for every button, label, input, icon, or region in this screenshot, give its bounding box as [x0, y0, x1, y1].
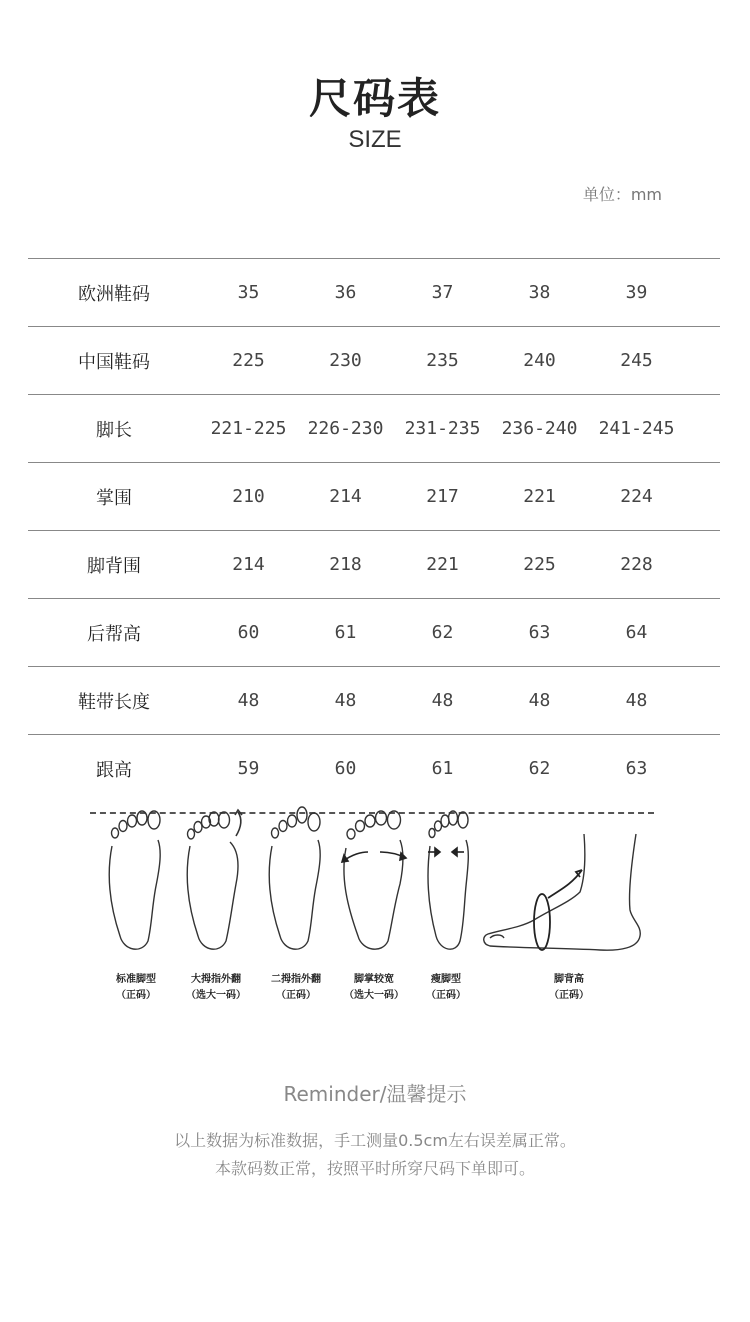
narrow-foot-icon — [420, 806, 476, 958]
row-label: 中国鞋码 — [78, 351, 150, 373]
foot-caption — [100, 972, 172, 1004]
reminder-title: Reminder/温馨提示 — [283, 1082, 467, 1106]
foot-type-name: 大拇指外翻 — [191, 974, 241, 985]
table-cell: 63 — [528, 622, 551, 643]
table-cell: 60 — [334, 758, 357, 779]
row-label: 掌围 — [96, 487, 132, 509]
foot-type-advice: （正码） — [116, 990, 156, 1001]
row-label: 后帮高 — [87, 623, 141, 645]
table-cell: 62 — [431, 622, 454, 643]
foot-caption — [258, 972, 334, 1004]
foot-type-advice: （正码） — [426, 990, 466, 1001]
table-cell: 218 — [329, 554, 362, 575]
table-cell: 61 — [334, 622, 357, 643]
table-cell: 231-235 — [404, 418, 481, 439]
table-cell: 48 — [528, 690, 551, 711]
table-cell: 210 — [232, 486, 265, 507]
table-row — [28, 735, 720, 802]
standard-foot-icon — [102, 806, 168, 958]
row-label: 脚长 — [96, 419, 132, 441]
foot-type-name: 脚掌较宽 — [354, 974, 394, 985]
table-cell: 221 — [523, 486, 556, 507]
foot-caption — [414, 972, 478, 1004]
table-cell: 48 — [334, 690, 357, 711]
table-row — [28, 395, 720, 463]
table-cell: 64 — [625, 622, 648, 643]
table-cell: 214 — [329, 486, 362, 507]
table-cell: 59 — [237, 758, 260, 779]
table-cell: 214 — [232, 554, 265, 575]
foot-caption — [336, 972, 412, 1004]
table-cell: 38 — [528, 282, 551, 303]
foot-type-name: 脚背高 — [554, 974, 584, 985]
foot-type-advice: （正码） — [549, 990, 589, 1001]
table-cell: 62 — [528, 758, 551, 779]
table-cell: 240 — [523, 350, 556, 371]
foot-caption — [178, 972, 254, 1004]
table-cell: 60 — [237, 622, 260, 643]
table-cell: 241-245 — [598, 418, 675, 439]
table-cell: 35 — [237, 282, 260, 303]
foot-type-advice: （选大一码） — [344, 990, 404, 1001]
row-label: 欧洲鞋码 — [78, 283, 150, 305]
table-row — [28, 259, 720, 327]
table-cell: 230 — [329, 350, 362, 371]
table-row — [28, 327, 720, 395]
table-cell: 225 — [232, 350, 265, 371]
page-title: 尺码表 — [308, 74, 441, 123]
size-table — [28, 258, 720, 802]
table-cell: 217 — [426, 486, 459, 507]
foot-type-advice: （正码） — [276, 990, 316, 1001]
table-row — [28, 463, 720, 531]
table-cell: 221-225 — [210, 418, 287, 439]
wide-foot-icon — [338, 806, 410, 958]
high-instep-foot-icon — [480, 830, 650, 960]
foot-type-name: 标准脚型 — [116, 974, 156, 985]
foot-type-guide — [84, 800, 656, 1015]
table-cell: 48 — [237, 690, 260, 711]
table-cell: 226-230 — [307, 418, 384, 439]
table-cell: 37 — [431, 282, 454, 303]
foot-type-name: 瘦脚型 — [431, 974, 461, 985]
table-cell: 48 — [431, 690, 454, 711]
table-cell: 228 — [620, 554, 653, 575]
table-cell: 39 — [625, 282, 648, 303]
table-cell: 61 — [431, 758, 454, 779]
row-label: 跟高 — [96, 759, 132, 781]
table-cell: 236-240 — [501, 418, 578, 439]
foot-caption — [536, 972, 602, 1004]
second-toe-foot-icon — [262, 806, 328, 958]
table-cell: 245 — [620, 350, 653, 371]
row-label: 脚背围 — [87, 555, 141, 577]
table-cell: 235 — [426, 350, 459, 371]
table-cell: 48 — [625, 690, 648, 711]
table-row — [28, 667, 720, 735]
foot-type-advice: （选大一码） — [186, 990, 246, 1001]
table-cell: 221 — [426, 554, 459, 575]
reminder-line-2: 本款码数正常，按照平时所穿尺码下单即可。 — [214, 1159, 535, 1178]
table-cell: 224 — [620, 486, 653, 507]
unit-label: 单位：mm — [582, 185, 662, 204]
table-row — [28, 531, 720, 599]
table-cell: 225 — [523, 554, 556, 575]
table-cell: 36 — [334, 282, 357, 303]
row-label: 鞋带长度 — [78, 691, 150, 713]
table-row — [28, 599, 720, 667]
foot-type-name: 二拇指外翻 — [271, 974, 321, 985]
reminder-line-1: 以上数据为标准数据，手工测量0.5cm左右误差属正常。 — [174, 1131, 576, 1150]
page-subtitle: SIZE — [348, 126, 402, 153]
bunion-foot-icon — [180, 806, 252, 958]
table-cell: 63 — [625, 758, 648, 779]
